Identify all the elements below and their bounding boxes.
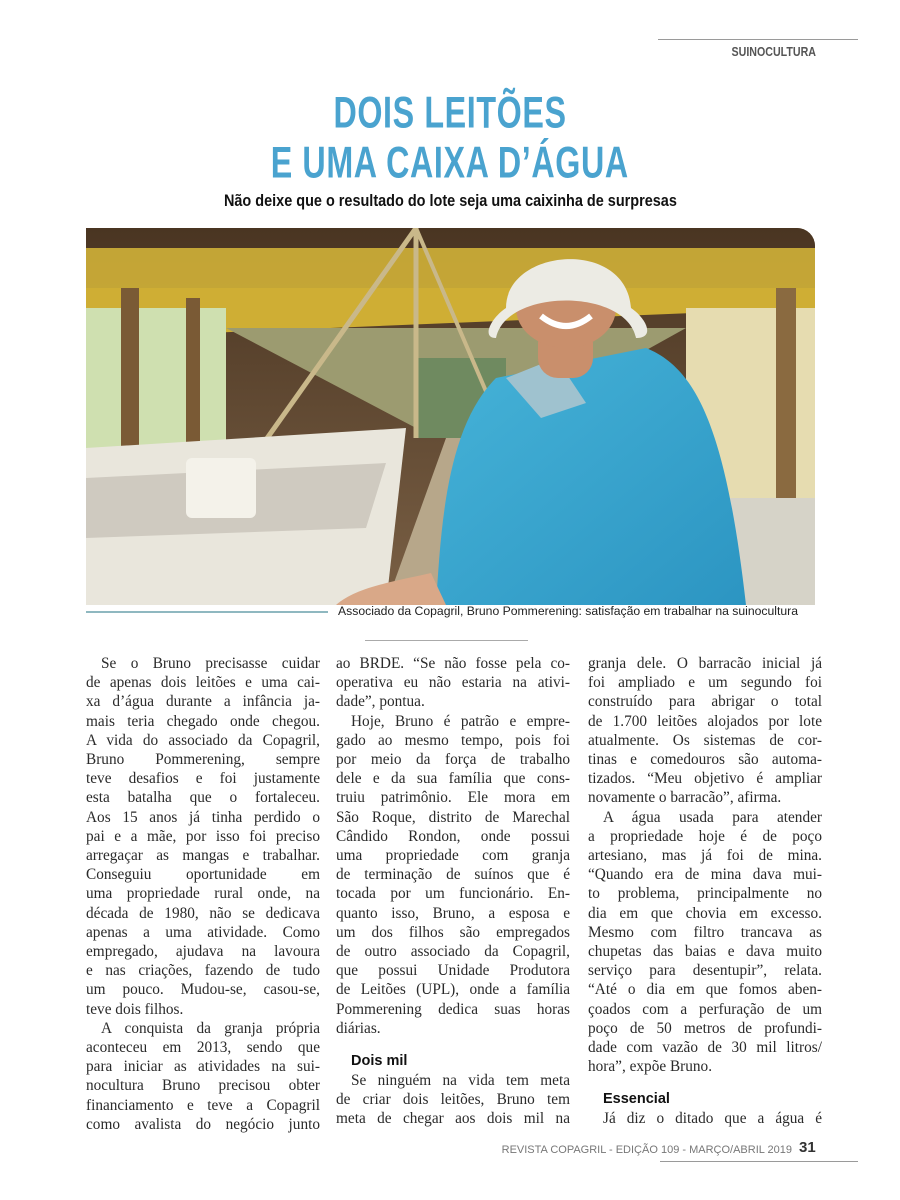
text-line: “Até o dia em que fomos aben- xyxy=(588,981,822,999)
text-line: Pommerening dedica suas horas xyxy=(336,1000,570,1018)
text-line: meta de chegar aos dois mil na xyxy=(336,1110,570,1128)
text-line: mais teria chegado onde chegou. xyxy=(86,712,320,730)
text-line: Já diz o ditado que a água é xyxy=(603,1110,822,1128)
section-heading: Dois mil xyxy=(351,1053,408,1070)
text-line: A água usada para atender xyxy=(603,808,822,826)
text-line: dade com vazão de 30 mil litros/ xyxy=(588,1039,822,1057)
paragraph xyxy=(336,712,570,1038)
text-line: Cândido Rondon, onde possui xyxy=(336,827,570,845)
paragraph xyxy=(588,808,822,1077)
text-line: nocultura Bruno precisou obter xyxy=(86,1077,320,1095)
text-line: chupetas das baias e dava muito xyxy=(588,943,822,961)
text-line: tocada por um funcionário. En- xyxy=(336,885,570,903)
text-line: dia em que chovia em excesso. xyxy=(588,904,822,922)
text-line: Se o Bruno precisasse cuidar xyxy=(101,655,320,672)
paragraph xyxy=(336,654,570,712)
text-line: poço de 50 metros de profundi- xyxy=(588,1019,822,1037)
text-line: truiu patrimônio. Ele mora em xyxy=(336,789,570,807)
divider-rule xyxy=(365,640,528,641)
text-line: xa d’água durante a infância ja- xyxy=(86,693,320,711)
text-line: granja dele. O barracão inicial já xyxy=(588,655,822,672)
text-line: dele e da sua família que cons- xyxy=(336,770,570,788)
text-line: aconteceu em 2013, sendo que xyxy=(86,1039,320,1057)
text-line: e nas criações, fazendo de tudo xyxy=(86,962,320,980)
text-line: serviço para desentupir”, relata. xyxy=(588,962,822,980)
header-rule xyxy=(658,39,858,40)
text-line: tizados. “Meu objetivo é ampliar xyxy=(588,770,822,788)
text-line: Se ninguém na vida tem meta xyxy=(351,1072,570,1090)
text-line: çoados com a perfuração de um xyxy=(588,1000,822,1018)
footer-publication: REVISTA COPAGRIL - EDIÇÃO 109 - MARÇO/ABRIL 2019 xyxy=(501,1144,792,1156)
text-line: teve desafios e foi justamente xyxy=(86,770,320,788)
text-line: construído para abrigar o total xyxy=(588,693,822,711)
text-line: “Quando era de mina dava mui- xyxy=(588,866,822,884)
photo-caption: Associado da Copagril, Bruno Pommerening: satisfação em trabalhar na suinocultura xyxy=(338,604,798,618)
article-column-2 xyxy=(336,654,570,1129)
text-line: diárias. xyxy=(336,1019,381,1037)
text-line: Aos 15 anos já tinha perdido o xyxy=(86,808,320,826)
title-text-1: DOIS LEITÕES xyxy=(333,88,567,138)
text-line: artesiano, mas já foi de mina. xyxy=(588,847,822,865)
text-line: como avalista do negócio junto xyxy=(86,1115,320,1133)
text-line: esta batalha que o fortaleceu. xyxy=(86,789,320,807)
title-text-2: E UMA CAIXA D’ÁGUA xyxy=(270,138,630,188)
text-line: década de 1980, não se dedicava xyxy=(86,904,320,922)
text-line: apenas a uma atividade. Como xyxy=(86,923,320,941)
photo-illustration xyxy=(86,228,815,605)
text-line: Hoje, Bruno é patrão e empre- xyxy=(351,712,570,730)
article-title-line-2 xyxy=(0,139,900,187)
text-line: operativa eu não estaria na ativi- xyxy=(336,674,570,692)
text-line: novamente o barracão”, afirma. xyxy=(588,789,782,807)
page-number: 31 xyxy=(799,1139,816,1156)
text-line: uma propriedade rural onde, na xyxy=(86,885,320,903)
article-title-line-1 xyxy=(0,89,900,137)
text-line: Mesmo com filtro trancava as xyxy=(588,923,822,941)
section-label: SUINOCULTURA xyxy=(731,44,816,59)
article-column-3 xyxy=(588,654,822,1129)
text-line: de 1.700 leitões alojados por lote xyxy=(588,712,822,730)
text-line: Conseguiu oportunidade em xyxy=(86,866,320,884)
text-line: que possui Unidade Produtora xyxy=(336,962,570,980)
text-line: de outro associado da Copagril, xyxy=(336,943,570,961)
paragraph xyxy=(588,654,822,808)
text-line: de criar dois leitões, Bruno tem xyxy=(336,1091,570,1109)
text-line: teve dois filhos. xyxy=(86,1000,184,1018)
footer-rule xyxy=(660,1161,858,1162)
text-line: a propriedade hoje é de poço xyxy=(588,827,822,845)
text-line: hora”, expõe Bruno. xyxy=(588,1058,713,1076)
text-line: por meio da força de trabalho xyxy=(336,751,570,769)
paragraph xyxy=(336,1071,570,1129)
text-line: de Leitões (UPL), onde a família xyxy=(336,981,570,999)
text-line: foi ampliado e um segundo foi xyxy=(588,674,822,692)
text-line: pai e a mãe, por isso foi preciso xyxy=(86,827,320,845)
text-line: para iniciar as atividades na sui- xyxy=(86,1058,320,1076)
article-subtitle xyxy=(0,191,900,211)
subtitle-text: Não deixe que o resultado do lote seja uma caixinha de surpresas xyxy=(223,191,677,210)
text-line: dade”, pontua. xyxy=(336,693,425,711)
text-line: A vida do associado da Copagril, xyxy=(86,731,320,749)
text-line: arregaçar as mangas e trabalhar. xyxy=(86,847,320,865)
text-line: financiamento e teve a Copagril xyxy=(86,1096,320,1114)
caption-rule xyxy=(86,611,328,613)
text-line: um pouco. Mudou-se, casou-se, xyxy=(86,981,320,999)
text-line: São Roque, distrito de Marechal xyxy=(336,808,570,826)
text-line: quanto isso, Bruno, a esposa e xyxy=(336,904,570,922)
article-photo xyxy=(86,228,815,605)
text-line: Bruno Pommerening, sempre xyxy=(86,751,320,769)
paragraph xyxy=(588,1109,822,1128)
article-column-1 xyxy=(86,654,320,1134)
text-line: atualmente. Os sistemas de cor- xyxy=(588,731,822,749)
text-line: tinas e comedouros são automa- xyxy=(588,751,822,769)
text-line: gado ao mesmo tempo, pois foi xyxy=(336,731,570,749)
text-line: de apenas dois leitões e uma cai- xyxy=(86,674,320,692)
section-heading: Essencial xyxy=(603,1091,670,1108)
text-line: um dos filhos são empregados xyxy=(336,923,570,941)
text-line: empregado, ajudava na lavoura xyxy=(86,943,320,961)
text-line: ao BRDE. “Se não fosse pela co- xyxy=(336,655,570,672)
text-line: A conquista da granja própria xyxy=(101,1019,320,1037)
text-line: to problema, principalmente no xyxy=(588,885,822,903)
text-line: de terminação de suínos que é xyxy=(336,866,570,884)
text-line: uma propriedade com granja xyxy=(336,847,570,865)
paragraph xyxy=(86,1019,320,1134)
paragraph xyxy=(86,654,320,1019)
